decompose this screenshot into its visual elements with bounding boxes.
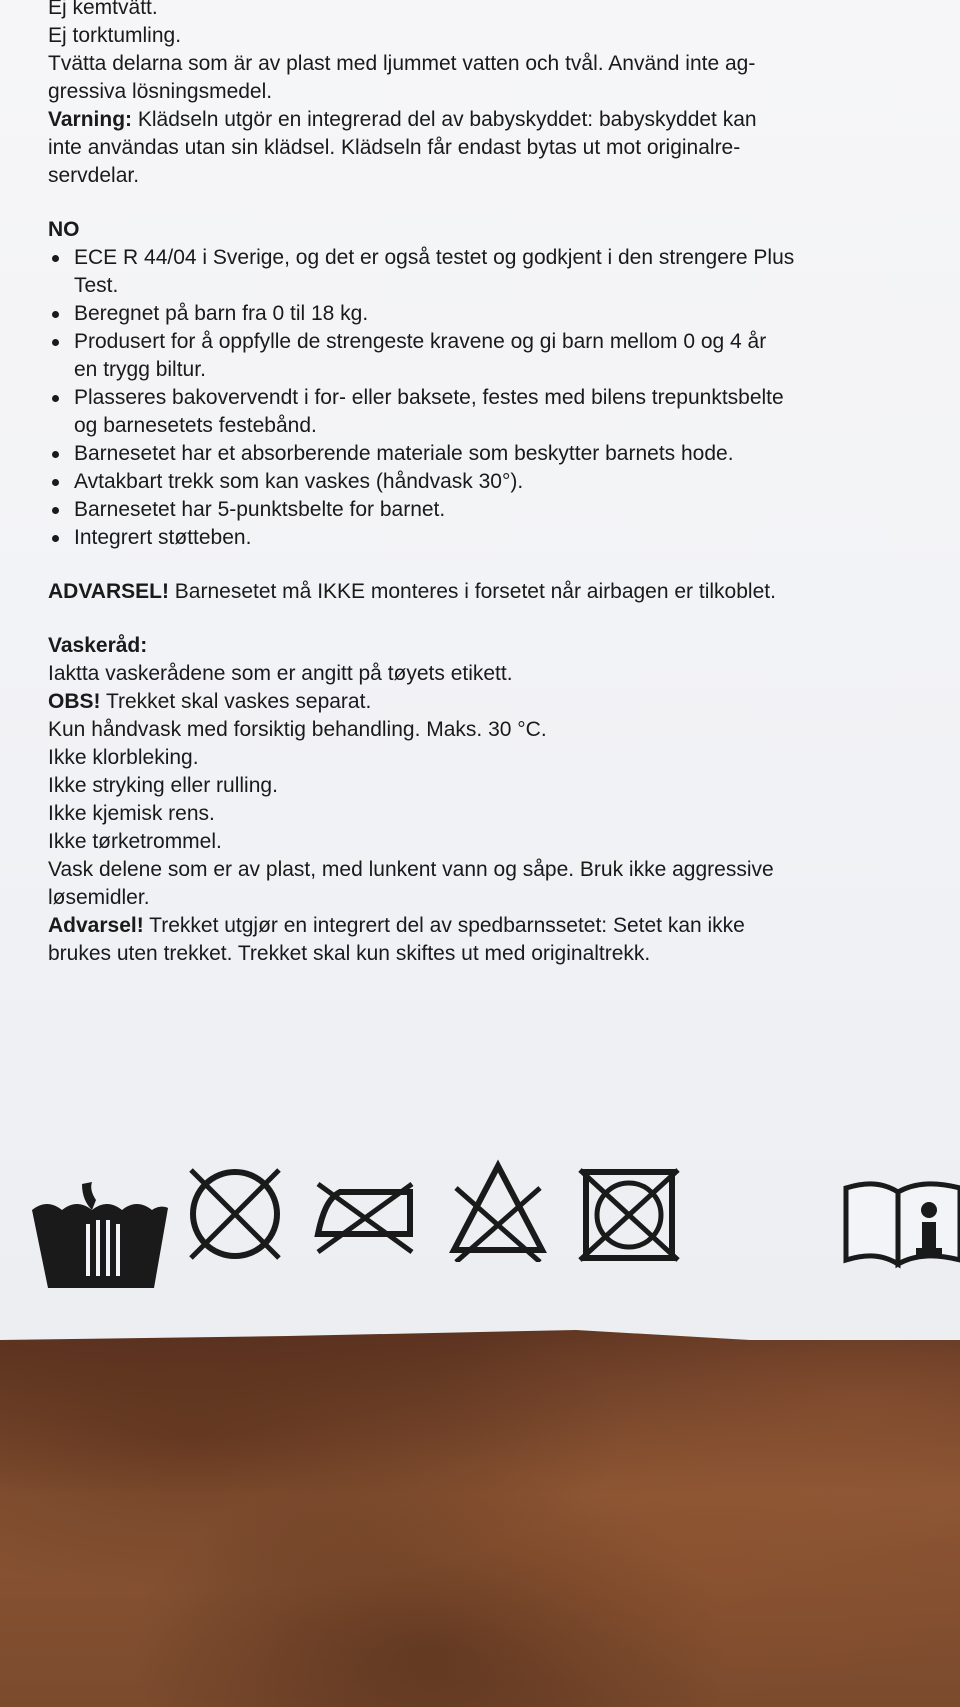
list-item [48, 468, 938, 496]
care-line: Ikke stryking eller rulling. [48, 774, 278, 797]
do-not-iron-icon [312, 1164, 422, 1264]
bullet-text: Integrert støtteben. [74, 526, 252, 549]
advarsel-label: ADVARSEL! [48, 580, 169, 603]
sv-warning-line: inte användas utan sin klädsel. Klädseln får endast bytas ut mot originalre- [48, 136, 741, 159]
do-not-tumble-dry-icon [578, 1164, 682, 1264]
wooden-table-surface [0, 1320, 960, 1707]
care-line: løsemidler. [48, 886, 150, 909]
do-not-dry-clean-icon [185, 1164, 285, 1264]
no-heading: NO [48, 218, 80, 241]
care-line: Ikke kjemisk rens. [48, 802, 215, 825]
list-item [48, 440, 938, 468]
sv-line: Ej kemtvätt. [48, 0, 158, 19]
bullet-text: Barnesetet har 5-punktsbelte for barnet. [74, 498, 446, 521]
bullet-text: ECE R 44/04 i Sverige, og det er også testet og godkjent i den strengere Plus [74, 246, 795, 269]
bullet-text: Avtakbart trekk som kan vaskes (håndvask 30°). [74, 470, 524, 493]
sv-warning-text: Klädseln utgör en integrerad del av babyskyddet: babyskyddet kan [132, 108, 757, 131]
care-line: Ikke tørketrommel. [48, 830, 222, 853]
no-advarsel [48, 578, 938, 606]
care-symbols-row [0, 1150, 960, 1290]
hand-wash-icon [30, 1180, 170, 1290]
bullet-text: Produsert for å oppfylle de strengeste kravene og gi barn mellom 0 og 4 år [74, 330, 767, 353]
sv-warning-line: servdelar. [48, 164, 140, 187]
no-bullet-list [48, 244, 938, 552]
vaskerad-intro: Iaktta vaskerådene som er angitt på tøyets etikett. [48, 662, 513, 685]
information-book-icon [842, 1178, 960, 1278]
list-item [48, 300, 938, 328]
instruction-text [48, 0, 938, 968]
list-item [48, 496, 938, 524]
sv-warning [48, 106, 938, 134]
list-item [48, 524, 938, 552]
warning2-label: Advarsel! [48, 914, 144, 937]
obs-text: Trekket skal vaskes separat. [100, 690, 372, 713]
warning2-line: brukes uten trekket. Trekket skal kun skiftes ut med originaltrekk. [48, 942, 651, 965]
obs-line [48, 688, 938, 716]
bullet-text: en trygg biltur. [74, 358, 206, 381]
do-not-bleach-icon [448, 1158, 548, 1262]
sv-line: gressiva lösningsmedel. [48, 80, 273, 103]
advarsel-text: Barnesetet må IKKE monteres i forsetet når airbagen er tilkoblet. [168, 580, 776, 603]
list-item [48, 244, 938, 300]
bullet-text: og barnesetets festebånd. [74, 414, 317, 437]
sv-warning-label: Varning: [48, 108, 133, 131]
list-item [48, 328, 938, 384]
bullet-text: Barnesetet har et absorberende materiale som beskytter barnets hode. [74, 442, 734, 465]
care-line: Ikke klorbleking. [48, 746, 199, 769]
sv-line: Tvätta delarna som är av plast med ljummet vatten och tvål. Använd inte ag- [48, 52, 756, 75]
care-line: Kun håndvask med forsiktig behandling. Maks. 30 °C. [48, 718, 547, 741]
obs-label: OBS! [48, 690, 101, 713]
bullet-text: Beregnet på barn fra 0 til 18 kg. [74, 302, 369, 325]
bullet-text: Test. [74, 274, 119, 297]
bullet-text: Plasseres bakovervendt i for- eller baksete, festes med bilens trepunktsbelte [74, 386, 784, 409]
no-warning2 [48, 912, 938, 940]
list-item [48, 384, 938, 440]
warning2-text: Trekket utgjør en integrert del av spedbarnssetet: Setet kan ikke [143, 914, 745, 937]
vaskerad-heading: Vaskeråd: [48, 634, 148, 657]
care-line: Vask delene som er av plast, med lunkent vann og såpe. Bruk ikke aggressive [48, 858, 774, 881]
sv-line: Ej torktumling. [48, 24, 182, 47]
